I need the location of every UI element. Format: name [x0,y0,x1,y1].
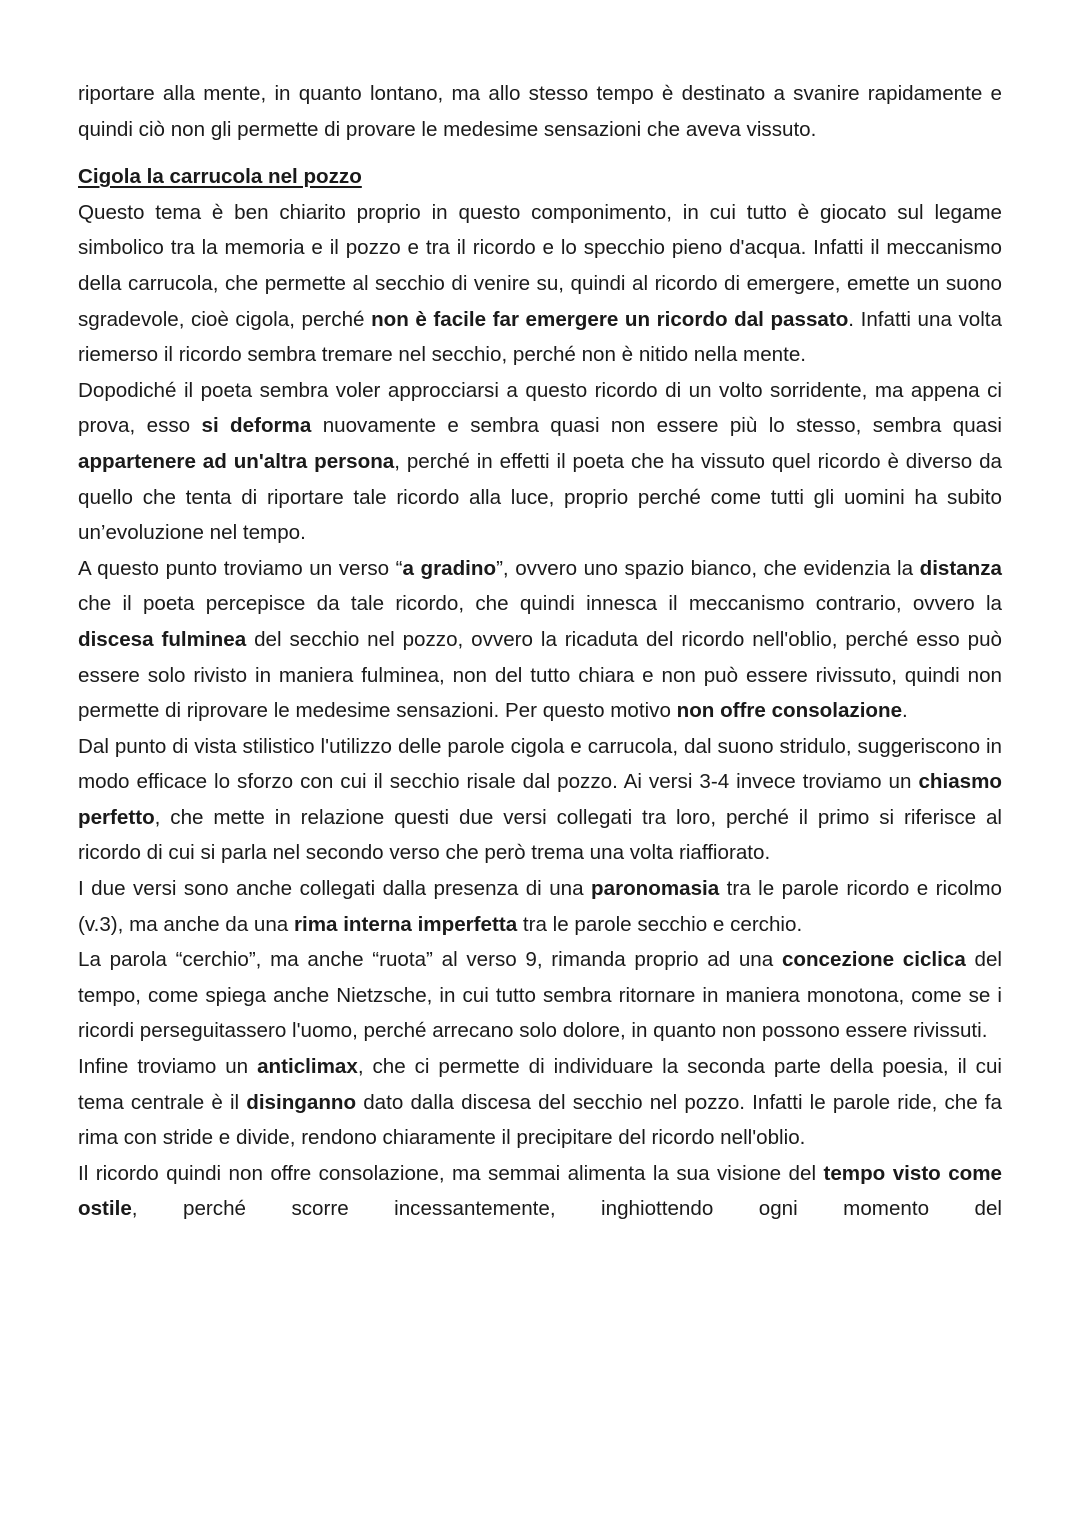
text-run: tra le parole ricordo e ricolmo (v.3), ma anche da una [78,877,1003,936]
bold-term: discesa fulminea [78,627,247,651]
body-paragraph-8 [78,1156,1002,1227]
bold-term: si deforma [201,414,312,438]
text-run: . Infatti una volta riemerso il ricordo sembra tremare nel secchio, perché non è nitido nella mente. [78,307,1002,367]
text-run: dato dalla discesa del secchio nel pozzo. Infatti le parole ride, che fa rima con stride e divide, rendono chiaramente il precipitare del ricordo nell'oblio. [78,1090,1002,1150]
bold-term: non offre consolazione [676,699,903,723]
text-run: riportare alla mente, in quanto lontano, ma allo stesso tempo è destinato a svanire rapidamente e quindi ciò non gli permette di provare le medesime sensazioni che aveva vissuto. [78,82,1002,141]
text-run: nuovamente e sembra quasi non essere più lo stesso, sembra quasi [311,414,1002,438]
bold-term: tempo visto come ostile [78,1161,1002,1221]
text-run: , perché in effetti il poeta che ha vissuto quel ricordo è diverso da quello che tenta di riportare tale ricordo alla luce, proprio perché come tutti gli uomini ha subito un’evoluzione nel tempo. [78,449,1002,545]
text-run: Infine troviamo un [78,1055,258,1079]
text-run: del secchio nel pozzo, ovvero la ricaduta del ricordo nell'oblio, perché esso può essere solo rivisto in maniera fulminea, non del tutto chiara e non può essere rivissuto, quindi non permette di riprovare le medesime sensazioni. Per questo motivo [78,627,1002,723]
text-run: , che ci permette di individuare la seconda parte della poesia, il cui tema centrale è il [78,1055,1002,1114]
text-run: del tempo, come spiega anche Nietzsche, in cui tutto sembra ritornare in maniera monotona, come se i ricordi perseguitassero l'uomo, perché arrecano solo dolore, in quanto non possono essere rivissuti. [78,948,1002,1043]
body-paragraph-6 [78,942,1002,1049]
bold-term: chiasmo perfetto [78,770,1002,829]
bold-term: appartenere ad un'altra persona [78,449,395,473]
text-run: I due versi sono anche collegati dalla presenza di una [78,877,592,901]
text-run: tra le parole secchio e cerchio. [517,912,803,936]
text-run: Dal punto di vista stilistico l'utilizzo delle parole cigola e carrucola, dal suono stridulo, suggeriscono in modo efficace lo sforzo con cui il secchio risale dal pozzo. Ai versi 3-4 invece troviamo un [78,734,1002,794]
bold-term: concezione ciclica [781,948,966,972]
body-paragraph-4 [78,729,1002,871]
bold-term: non è facile far emergere un ricordo dal passato [371,307,849,331]
bold-term: paronomasia [591,877,720,901]
text-run: ”, ovvero uno spazio bianco, che evidenzia la [496,556,920,580]
text-run: Questo tema è ben chiarito proprio in questo componimento, in cui tutto è giocato sul legame simbolico tra la memoria e il pozzo e tra il ricordo e lo specchio pieno d'acqua. Infatti il meccanismo della carrucola, che permette al secchio di venire su, quindi al ricordo di emergere, emette un suono sgradevole, cioè cigola, perché [78,200,1002,331]
text-run: Dopodiché il poeta sembra voler approcciarsi a questo ricordo di un volto sorridente, ma appena ci prova, esso [78,378,1002,438]
bold-term: anticlimax [257,1055,358,1079]
body-paragraph-2 [78,373,1002,551]
text-run: , che mette in relazione questi due versi collegati tra loro, perché il primo si riferisce al ricordo di cui si parla nel secondo verso che però trema una volta riaffiorato. [78,805,1002,865]
text-run: La parola “cerchio”, ma anche “ruota” al verso 9, rimanda proprio ad una [78,948,782,972]
document-page [78,76,1002,1227]
text-run: A questo punto troviamo un verso “ [78,556,403,580]
body-paragraph-5 [78,871,1002,942]
text-run: che il poeta percepisce da tale ricordo, che quindi innesca il meccanismo contrario, ovvero la [78,592,1002,616]
bold-term: distanza [919,556,1003,580]
intro-paragraph [78,76,1002,147]
bold-term: a gradino [402,556,497,580]
text-run: Il ricordo quindi non offre consolazione, ma semmai alimenta la sua visione del [78,1161,824,1185]
body-paragraph-3 [78,551,1002,729]
body-paragraph-1 [78,195,1002,373]
bold-term: rima interna imperfetta [293,912,518,936]
text-run: . [902,699,908,723]
bold-term: disinganno [246,1090,357,1114]
section-heading: Cigola la carrucola nel pozzo [78,165,362,189]
body-paragraph-7 [78,1049,1002,1156]
text-run: , perché scorre incessantemente, inghiottendo ogni momento del [131,1197,1002,1221]
